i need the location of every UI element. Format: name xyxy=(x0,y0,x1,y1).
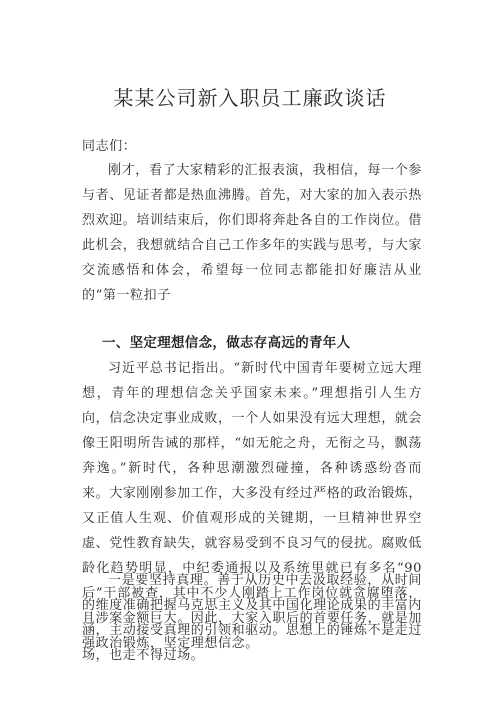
section-heading-1: 一、坚定理想信念，做志存高远的青年人 xyxy=(102,335,351,351)
salutation: 同志们： xyxy=(82,139,137,154)
paragraph-intro: 刚才，看了大家精彩的汇报表演，我相信，每一个参与者、见证者都是热血沸腾。首先，对大家的加入表示热烈欢迎。培训结束后，你们即将奔赴各自的工作岗位。借此机会，我想就结合自己工作多年的实践与思考，与大家交流感悟和体会，希望每一位同志都能扣好廉洁从业的“第一粒扣子 xyxy=(82,163,423,303)
paragraph-ideals: 习近平总书记指出。“新时代中国青年要树立远大理想，青年的理想信念关乎国家未来。”理想指引人生方向，信念决定事业成败，一个人如果没有远大理想，就会像王阳明所告诫的那样，“如无舵之舟，无衔之马，飘荡奔逸。”新时代，各种思潮激烈碰撞，各种诱惑纷沓而来。大家刚刚参加工作，大多没有经过严格的政治锻炼，又正值人生观、价值观形成的关键期，一旦精神世界空虚、党性教育缺失，就容易受到不良习气的侵扰。腐败低龄化趋势明显，中纪委通报以及系统里就已有多名“90后”干部被查，其中不少人刚踏上工作岗位就贪腐堕落，且涉案金额巨大。因此，大家入职后的首要任务，就是加强政治锻炼，坚定理想信念。 xyxy=(82,361,423,651)
document-title: 某某公司新入职员工廉政谈话 xyxy=(113,86,387,110)
paragraph-truth: 一是要坚持真理。善于从历史中去汲取经验，从时间的维度准确把握马克思主义及其中国化理论成果的丰富内涵，主动接受真理的引领和驱动。思想上的锤炼不是走过场，也走不得过场。 xyxy=(82,573,423,663)
